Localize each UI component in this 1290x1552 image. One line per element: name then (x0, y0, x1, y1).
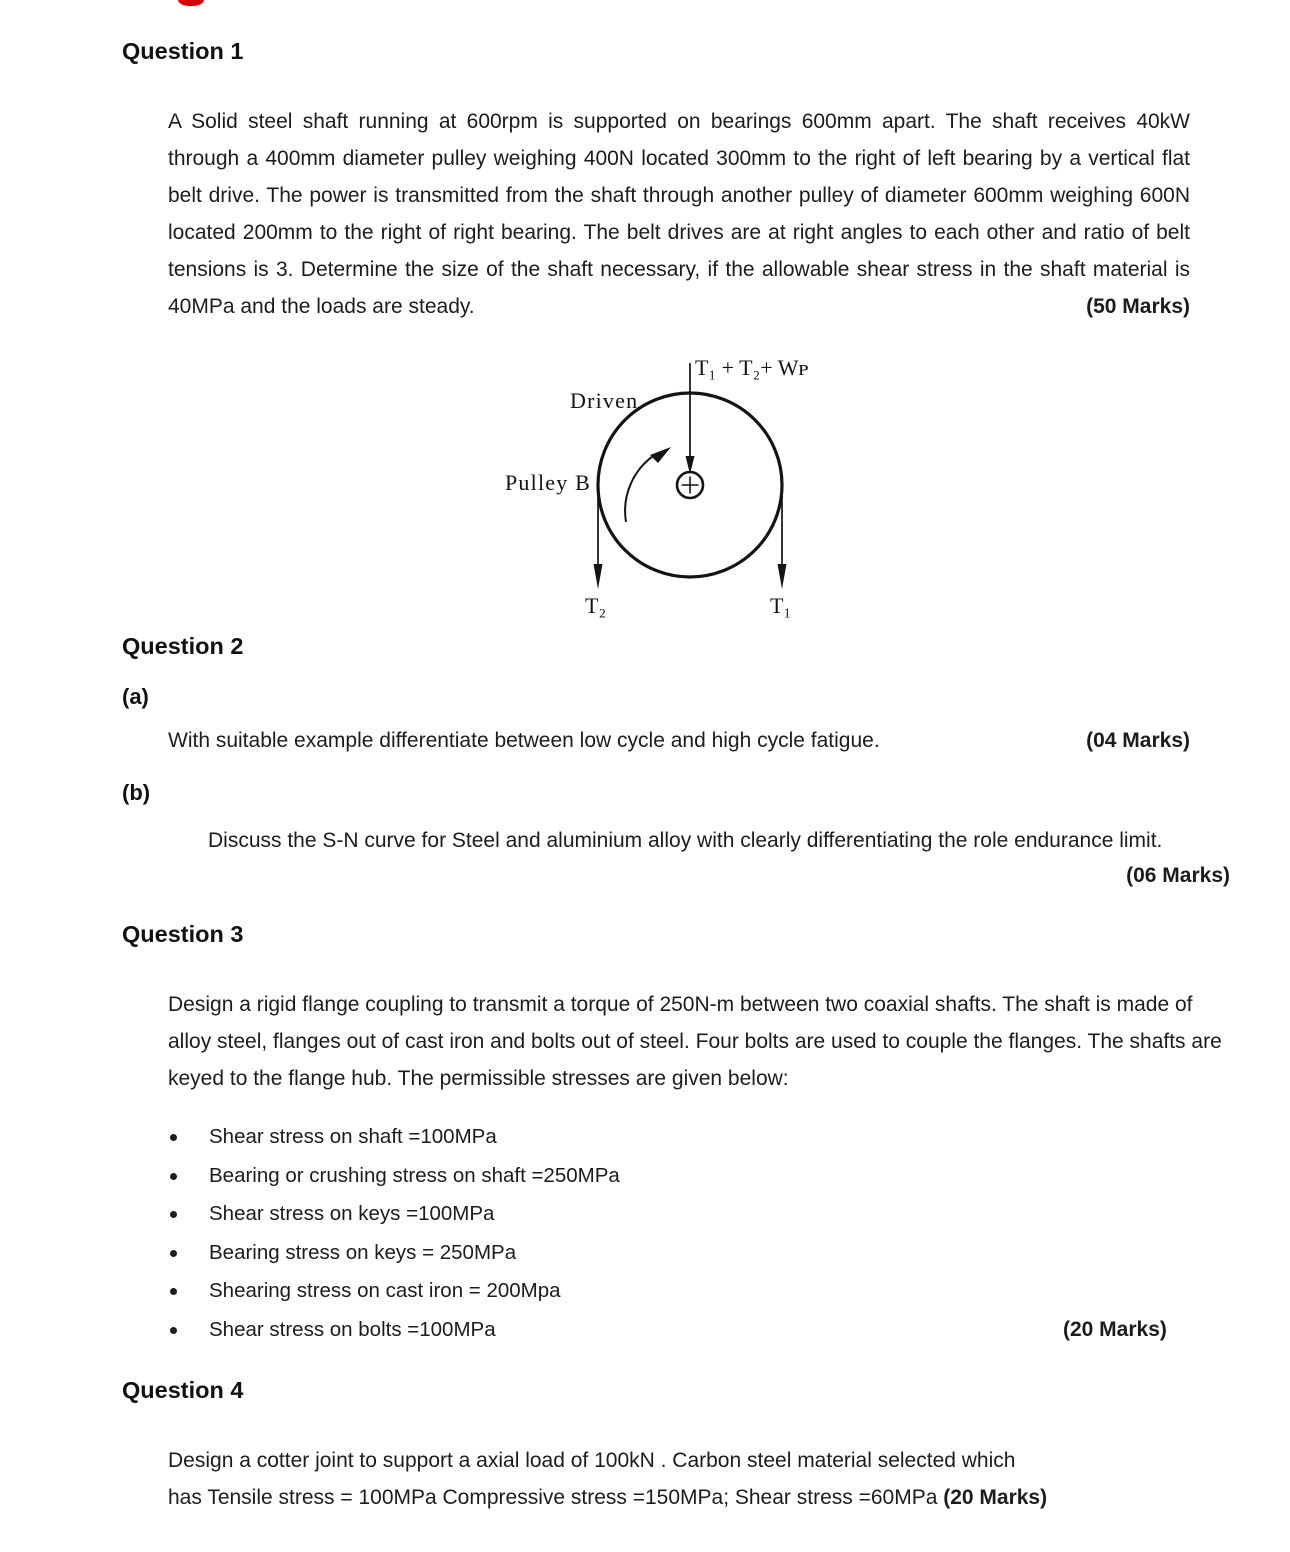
left-belt-arrowhead (594, 564, 603, 589)
question-4-heading: Question 4 (122, 1377, 244, 1403)
bullet-dot-icon (170, 1211, 177, 1218)
question-2-part-b-marks: (06 Marks) (1126, 864, 1230, 887)
list-item-label: Bearing or crushing stress on shaft =250MPa (209, 1163, 620, 1187)
question-1-marks: (50 Marks) (1086, 295, 1190, 318)
bullet-dot-icon (170, 1288, 177, 1295)
pulley-free-body-diagram (490, 355, 840, 625)
question-2-part-a-marks: (04 Marks) (1086, 729, 1190, 752)
question-4-body-line-1: Design a cotter joint to support a axial load of 100kN . Carbon steel material selected which (168, 1449, 1016, 1472)
question-4-marks: (20 Marks) (943, 1486, 1048, 1509)
question-2-part-b-text: Discuss the S-N curve for Steel and aluminium alloy with clearly differentiating the role endurance limit. (208, 829, 1163, 852)
bullet-dot-icon (170, 1250, 177, 1257)
list-item (162, 1118, 1232, 1157)
question-1-body (168, 103, 1190, 325)
question-2-section (122, 633, 1192, 660)
question-3-stress-list (162, 1118, 1232, 1349)
list-item (162, 1157, 1232, 1196)
red-annotation-mark (178, 0, 204, 6)
question-1-heading: Question 1 (122, 38, 244, 64)
question-4-body-line-2-text: has Tensile stress = 100MPa Compressive stress =150MPa; Shear stress =60MPa (168, 1486, 944, 1509)
rotation-arc (625, 454, 656, 522)
question-2-part-a-label: (a) (122, 684, 149, 709)
figure-label-pulley-b: Pulley B (505, 470, 591, 495)
figure-label-t2: T₂ (585, 593, 607, 618)
question-3-heading: Question 3 (122, 921, 244, 947)
list-item-label: Shear stress on shaft =100MPa (209, 1125, 497, 1148)
list-item-label: Shearing stress on cast iron = 200Mpa (209, 1279, 561, 1302)
list-item (162, 1234, 1232, 1273)
question-2-part-a-row (168, 728, 1190, 754)
question-1-section (122, 38, 1192, 65)
figure-label-driven: Driven (570, 388, 639, 413)
rotation-arrowhead (650, 447, 671, 463)
question-2-part-b-body (208, 823, 1230, 887)
question-3-section (122, 921, 1192, 948)
question-4-body-line-2 (168, 1479, 1234, 1516)
figure-label-top-force: T₁ + T₂+ Wᴘ (695, 355, 809, 380)
question-4-body-wrapper (168, 1442, 1234, 1516)
bullet-dot-icon (170, 1327, 177, 1334)
list-item (162, 1272, 1232, 1311)
list-item (162, 1311, 1232, 1350)
list-item-label: Shear stress on keys =100MPa (209, 1202, 495, 1225)
list-item (162, 1195, 1232, 1234)
figure-label-t1: T₁ (770, 593, 792, 618)
question-1-body-text: A Solid steel shaft running at 600rpm is supported on bearings 600mm apart. The shaft receives 40kW through a 400mm diameter pulley weighing 400N located 300mm to the right of left bearing by a vertical flat belt drive. The power is transmitted from the shaft through another pulley of diameter 600mm weighing 600N located 200mm to the right of right bearing. The belt drives are at right angles to each other and ratio of belt tensions is 3. Determine the size of the shaft necessary, if the allowable shear stress in the shaft material is 40MPa and the loads are steady. (168, 110, 1190, 318)
question-2-part-b-label: (b) (122, 780, 151, 805)
question-2-part-a-body: With suitable example differentiate between low cycle and high cycle fatigue. (168, 729, 880, 752)
question-3-bullet-list-wrapper (162, 1118, 1232, 1349)
question-3-body: Design a rigid flange coupling to transmit a torque of 250N-m between two coaxial shafts. The shaft is made of alloy steel, flanges out of cast iron and bolts out of steel. Four bolts are used to couple the flanges. The shafts are keyed to the flange hub. The permissible stresses are given below: (168, 993, 1222, 1090)
question-4-section (122, 1377, 1192, 1404)
question-3-body-wrapper (168, 986, 1233, 1097)
bullet-dot-icon (170, 1134, 177, 1141)
right-belt-arrowhead (778, 564, 787, 589)
list-item-label: Bearing stress on keys = 250MPa (209, 1240, 517, 1264)
question-3-marks: (20 Marks) (1063, 1317, 1167, 1341)
list-item-label: Shear stress on bolts =100MPa (209, 1317, 496, 1341)
question-2-part-b-wrapper (208, 823, 1230, 893)
question-1-body-wrapper (168, 103, 1190, 325)
question-2-heading: Question 2 (122, 633, 244, 659)
bullet-dot-icon (170, 1173, 177, 1180)
